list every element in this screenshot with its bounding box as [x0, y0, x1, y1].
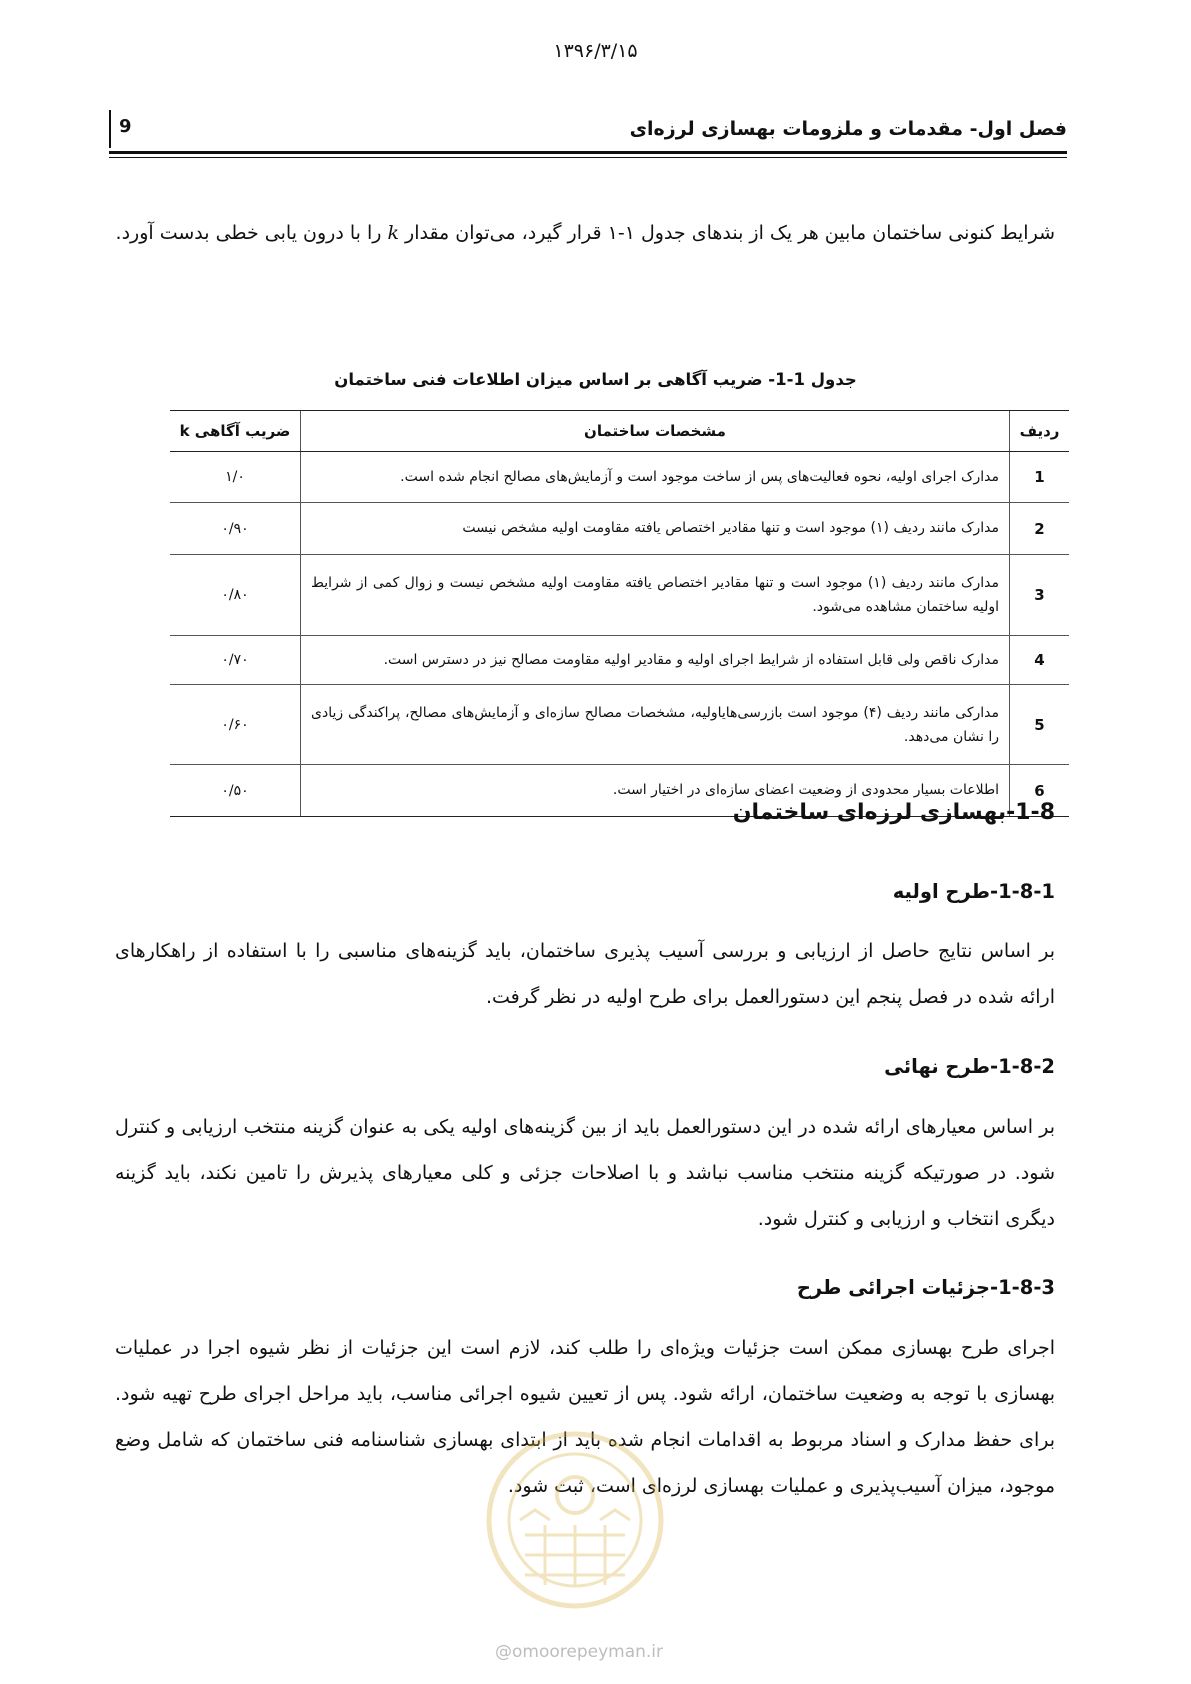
table-caption: جدول 1-1- ضریب آگاهی بر اساس میزان اطلاعات فنی ساختمان — [334, 370, 857, 389]
seal-stamp-icon — [480, 1425, 670, 1615]
header-rule-thick — [109, 151, 1067, 154]
header-vertical-bar — [109, 110, 111, 148]
row-description: مدارک ناقص ولی قابل استفاده از شرایط اجرای اولیه و مقادیر اولیه مقاومت مصالح نیز در دسترس است. — [301, 636, 1010, 685]
row-coefficient: ۰/۷۰ — [170, 636, 301, 685]
table-row — [170, 452, 1069, 503]
watermark-url: @omoorepeyman.ir — [495, 1642, 664, 1662]
header-coefficient: ضریب آگاهی k — [170, 411, 301, 452]
table-header-row — [170, 411, 1069, 452]
row-description: اطلاعات بسیار محدودی از وضعیت اعضای سازه‌ای در اختیار است. — [301, 765, 1010, 817]
row-description: مدارک مانند ردیف (۱) موجود است و تنها مقادیر اختصاص یافته مقاومت اولیه مشخص نیست — [301, 503, 1010, 555]
paragraph-initial-design: بر اساس نتایج حاصل از ارزیابی و بررسی آسیب پذیری ساختمان، باید گزینه‌های مناسبی را با استفاده از راهکارهای ارائه شده در فصل پنجم این دستورالعمل برای طرح اولیه در نظر گرفت. — [115, 940, 1055, 1008]
paragraph-final-design: بر اساس معیارهای ارائه شده در این دستورالعمل باید از بین گزینه‌های اولیه یکی به عنوان گزینه منتخب ارزیابی و کنترل شود. در صورتیکه گزینه منتخب مناسب نباشد و با اصلاحات جزئی و کلی معیارهای پذیرش را تامین نکند، باید گزینه دیگری انتخاب و ارزیابی و کنترل شود. — [115, 1116, 1055, 1230]
table-row — [170, 685, 1069, 765]
row-coefficient: ۰/۸۰ — [170, 555, 301, 636]
table-row — [170, 503, 1069, 555]
row-coefficient: ۰/۶۰ — [170, 685, 301, 765]
subsection-heading-initial-design: 1-8-1-طرح اولیه — [892, 880, 1055, 903]
table-row — [170, 555, 1069, 636]
page-number: 9 — [119, 116, 132, 137]
knowledge-factor-table — [170, 410, 1069, 817]
row-number: 2 — [1010, 503, 1070, 555]
row-number: 4 — [1010, 636, 1070, 685]
row-description: مدارکی مانند ردیف (۴) موجود است بازرسی‌هایاولیه، مشخصات مصالح سازه‌ای و آزمایش‌های مصالح، پراکندگی زیادی را نشان می‌دهد. — [301, 685, 1010, 765]
row-coefficient: ۱/۰ — [170, 452, 301, 503]
table-row — [170, 636, 1069, 685]
header-specs: مشخصات ساختمان — [301, 411, 1010, 452]
section-heading: 1-8-بهسازی لرزه‌ای ساختمان — [732, 800, 1055, 825]
intro-text-before-k: شرایط کنونی ساختمان مابین هر یک از بندهای جدول ۱-۱ قرار گیرد، می‌توان مقدار — [405, 222, 1055, 244]
intro-paragraph — [115, 210, 1055, 256]
row-number: 1 — [1010, 452, 1070, 503]
row-number: 6 — [1010, 765, 1070, 817]
subsection-heading-execution-details: 1-8-3-جزئیات اجرائی طرح — [796, 1276, 1055, 1299]
subsection-heading-final-design: 1-8-2-طرح نهائی — [884, 1055, 1055, 1078]
header-row-no: ردیف — [1010, 411, 1070, 452]
document-date: ۱۳۹۶/۳/۱۵ — [553, 40, 638, 62]
intro-text-after-k: را با درون یابی خطی بدست آورد. — [115, 222, 382, 244]
row-description: مدارک اجرای اولیه، نحوه فعالیت‌های پس از ساخت موجود است و آزمایش‌های مصالح انجام شده است. — [301, 452, 1010, 503]
paragraph-execution-details: اجرای طرح بهسازی ممکن است جزئیات ویژه‌ای را طلب کند، لازم است این جزئیات از نظر شیوه اجرا در عملیات بهسازی با توجه به وضعیت ساختمان، ارائه شود. پس از تعیین شیوه اجرائی مناسب، باید مراحل اجرای طرح تهیه شود. برای حفظ مدارک و اسناد مربوط به اقدامات انجام شده باید از ابتدای بهسازی شناسنامه فنی ساختمان که شامل وضع موجود، میزان آسیب‌پذیری و عملیات بهسازی لرزه‌ای است، ثبت شود. — [115, 1337, 1055, 1497]
header-rule-thin — [109, 157, 1067, 158]
row-description: مدارک مانند ردیف (۱) موجود است و تنها مقادیر اختصاص یافته مقاومت اولیه مشخص نیست و زوال کمی از شرایط اولیه ساختمان مشاهده می‌شود. — [301, 555, 1010, 636]
row-coefficient: ۰/۹۰ — [170, 503, 301, 555]
row-coefficient: ۰/۵۰ — [170, 765, 301, 817]
row-number: 3 — [1010, 555, 1070, 636]
row-number: 5 — [1010, 685, 1070, 765]
page-header — [109, 110, 1067, 154]
k-symbol: k — [387, 222, 399, 244]
chapter-title: فصل اول- مقدمات و ملزومات بهسازی لرزه‌ای — [629, 118, 1067, 140]
